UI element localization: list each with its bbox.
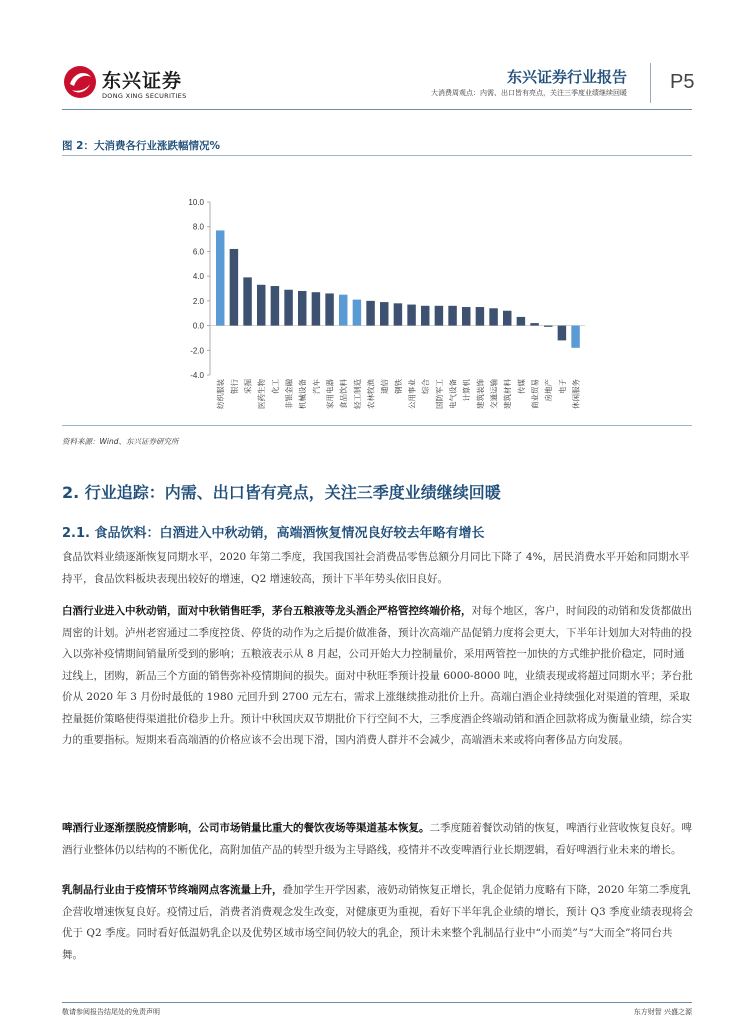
y-tick-label: -2.0 [190,346,204,356]
bar-21 [489,308,497,325]
category-label: 传媒 [516,379,526,394]
bar-1 [216,230,224,325]
section-heading: 2. 行业追踪：内需、出口皆有亮点，关注三季度业绩继续回暖 [62,483,501,502]
bar-13 [380,302,388,325]
page-header [0,0,755,110]
category-label: 建筑材料 [503,379,513,409]
category-label: 商业贸易 [530,379,540,409]
category-label: 银行 [229,379,239,394]
paragraph-dairy-text: 叠加学生开学因素，液奶动销恢复正增长，乳企促销力度略有下降，2020 年第二季度乳企营收增速恢复良好。疫情过后，消费者消费观念发生改变，对健康更为重视，看好下半年乳企业绩的增长，预计 Q3 季度业绩表现将会优于 Q2 季度。同时看好低温奶乳企以及优势区域市场空间仍较大的乳企，预计未来整个乳制品行业中“小而美”与“大而全”将同台共舞。 [62,884,693,961]
y-tick-label: 0.0 [192,321,204,331]
paragraph-dairy-lead: 乳制品行业由于疫情环节终端网点客流量上升， [62,884,283,896]
bar-20 [476,307,484,326]
report-subtitle: 大消费周观点：内需、出口皆有亮点，关注三季度业绩继续回暖 [431,89,627,97]
source-rule [62,425,692,426]
category-label: 通信 [380,379,390,394]
category-label: 计算机 [462,379,472,402]
footer-rule [62,1002,692,1003]
category-label: 采掘 [243,379,253,394]
paragraph-overview [62,547,693,590]
y-tick-label: 10.0 [188,198,204,207]
category-label: 轻工制造 [352,379,362,409]
category-label: 纺织服装 [216,379,226,409]
bar-10 [339,295,347,326]
bar-11 [353,300,361,326]
category-label: 化工 [270,379,280,394]
page-number: P5 [670,71,695,93]
figure-title: 图 2：大消费各行业涨跌幅情况% [62,140,220,152]
y-tick-label: 4.0 [192,272,204,282]
figure-source: 资料来源：Wind、东兴证券研究所 [62,437,179,446]
category-label: 食品饮料 [339,379,349,409]
category-label: 房地产 [544,379,554,402]
bar-19 [462,307,470,326]
bar-8 [312,292,320,325]
logo-mark-icon [62,62,98,102]
bar-16 [421,306,429,326]
bar-22 [503,311,511,326]
paragraph-beer-text: 二季度随着餐饮动销的恢复，啤酒行业营收恢复良好。啤酒行业整体仍以结构的不断优化，高附加值产品的转型升级为主导路线，疫情并不改变啤酒行业长期逻辑，看好啤酒行业未来的增长。 [62,822,692,856]
category-label: 电气设备 [448,379,458,409]
y-tick-label: 2.0 [192,296,204,306]
category-label: 国防军工 [434,379,444,409]
paragraph-beer [62,818,693,861]
logo-chinese-name: 东兴证券 [102,70,183,92]
category-label: 交通运输 [489,379,499,409]
bar-4 [257,285,265,326]
bar-14 [394,303,402,325]
category-label: 家用电器 [325,379,335,409]
paragraph-baijiu [62,601,693,752]
bar-23 [517,317,525,326]
bar-12 [366,301,374,326]
paragraph-beer-lead: 啤酒行业逐渐摆脱疫情影响，公司市场销量比重大的餐饮夜场等渠道基本恢复。 [62,822,430,834]
industry-change-bar-chart [170,190,590,420]
header-divider [650,63,651,103]
category-label: 钢铁 [393,379,403,394]
category-label: 机械设备 [298,379,308,409]
header-rule [62,109,692,110]
bar-9 [325,293,333,325]
bar-15 [407,305,415,326]
category-label: 汽车 [311,379,321,394]
bar-24 [530,323,538,325]
report-title: 东兴证券行业报告 [506,68,627,86]
bar-26 [558,326,566,341]
footer-disclaimer: 敬请参阅报告结尾处的免责声明 [62,1008,160,1016]
logo-english-name: DONG XING SECURITIES [102,92,187,100]
bar-27 [571,326,579,348]
category-label: 农林牧渔 [366,379,376,409]
bar-3 [243,277,251,325]
y-tick-label: -4.0 [190,371,204,380]
category-label: 电子 [557,379,567,394]
paragraph-baijiu-text: 对每个地区，客户，时间段的动销和发货都做出周密的计划。泸州老窖通过二季度控货、停货的动作为之后提价做准备，预计次高端产品促销力度将会更大，下半年计划加大对特曲的投入以弥补疫情期间销量所受到的影响；五粮液表示从 8 月起，公司开始大力控制量价，采用两管控一加快的方式维护批价稳定，同时通过线上，团购，新品三个方面的销售弥补疫情期间的损失。面对中秋旺季预计投量 6000-8000 吨，业绩表现或将超过同期水平；茅台批价从 2020 年 3 月份时最低的 1980 元回升到 2700 元左右，需求上涨继续推动批价上升。高端白酒企业持续强化对渠道的管理，采取控量挺价策略使得渠道批价稳步上升。预计中秋国庆双节期批价下行空间不大，三季度酒企终端动销和酒企回款将成为衡量业绩，综合实力的重要指标。短期来看高端酒的价格应该不会出现下滑，国内消费人群并不会减少，高端酒未来或将向奢侈品方向发展。 [62,605,693,746]
bar-17 [435,306,443,326]
y-tick-label: 8.0 [192,222,204,232]
bar-6 [284,290,292,326]
figure-title-rule [62,155,692,156]
y-tick-label: 6.0 [192,247,204,257]
footer-slogan: 东方财智 兴盛之源 [633,1008,692,1016]
category-label: 综合 [421,379,431,394]
category-label: 非银金融 [284,379,294,409]
bar-7 [298,291,306,326]
paragraph-dairy [62,880,693,966]
category-label: 休闲服务 [571,379,581,409]
subsection-heading: 2.1. 食品饮料：白酒进入中秋动销，高端酒恢复情况良好较去年略有增长 [62,526,485,541]
company-logo [62,62,192,106]
paragraph-overview-text: 食品饮料业绩逐渐恢复同期水平，2020 年第二季度，我国我国社会消费品零售总额分月同比下降了 4%，居民消费水平开始和同期水平持平，食品饮料板块表现出较好的增速，Q2 增速较高，预计下半年势头依旧良好。 [62,551,690,585]
bar-18 [448,306,456,326]
category-label: 建筑装饰 [475,379,485,409]
category-label: 医药生物 [257,379,267,409]
paragraph-baijiu-lead: 白酒行业进入中秋动销，面对中秋销售旺季，茅台五粮液等龙头酒企严格管控终端价格， [62,605,472,617]
category-label: 公用事业 [407,379,417,409]
bar-2 [230,249,238,326]
bar-25 [544,326,552,327]
bar-5 [271,286,279,326]
